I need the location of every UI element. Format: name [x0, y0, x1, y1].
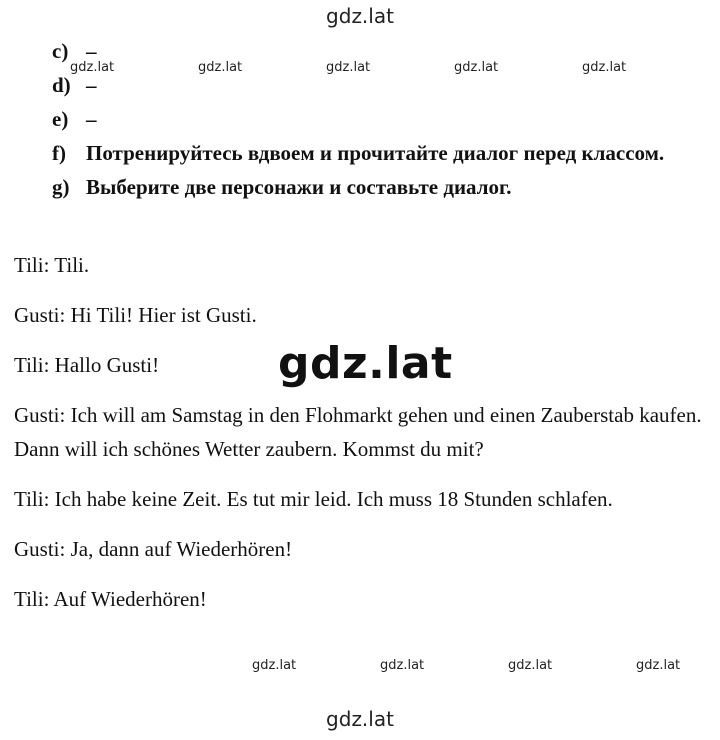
task-text: – [86, 107, 97, 131]
watermark-top: gdz.lat [326, 4, 394, 28]
dialog-line: Tili: Hallo Gusti! [14, 353, 160, 377]
dialog-line: Gusti: Hi Tili! Hier ist Gusti. [14, 303, 257, 327]
watermark-small: gdz.lat [454, 60, 499, 75]
watermark-small: gdz.lat [252, 658, 297, 673]
task-label: c) [52, 39, 69, 63]
watermark-small: gdz.lat [70, 60, 115, 75]
dialog-line: Tili: Tili. [14, 253, 90, 277]
task-label: g) [52, 175, 70, 199]
dialog-line: Tili: Ich habe keine Zeit. Es tut mir leid. Ich muss 18 Stunden schlafen. [14, 487, 613, 511]
watermark-small: gdz.lat [508, 658, 553, 673]
task-text: Выберите две персонажи и составьте диалог. [86, 175, 512, 199]
watermark-bottom: gdz.lat [326, 707, 394, 731]
watermark-small: gdz.lat [380, 658, 425, 673]
task-item [52, 102, 692, 136]
watermark-small: gdz.lat [198, 60, 243, 75]
watermark-small: gdz.lat [582, 60, 627, 75]
dialog-text [14, 248, 704, 632]
dialog-line: Tili: Auf Wiederhören! [14, 587, 207, 611]
task-item [52, 136, 692, 170]
task-item [52, 170, 692, 204]
task-label: e) [52, 107, 69, 131]
task-text: – [86, 73, 97, 97]
watermark-small: gdz.lat [326, 60, 371, 75]
task-text: – [86, 39, 97, 63]
task-label: d) [52, 73, 71, 97]
dialog-line: Gusti: Ja, dann auf Wiederhören! [14, 537, 293, 561]
task-text: Потренируйтесь вдвоем и прочитайте диалог перед классом. [86, 141, 665, 165]
watermark-small: gdz.lat [636, 658, 681, 673]
task-label: f) [52, 141, 66, 165]
dialog-line: Gusti: Ich will am Samstag in den Flohmarkt gehen und einen Zauberstab kaufen. Dann will ich schönes Wetter zaubern. Kommst du mit? [14, 403, 702, 461]
watermark-center: gdz.lat [278, 338, 453, 389]
